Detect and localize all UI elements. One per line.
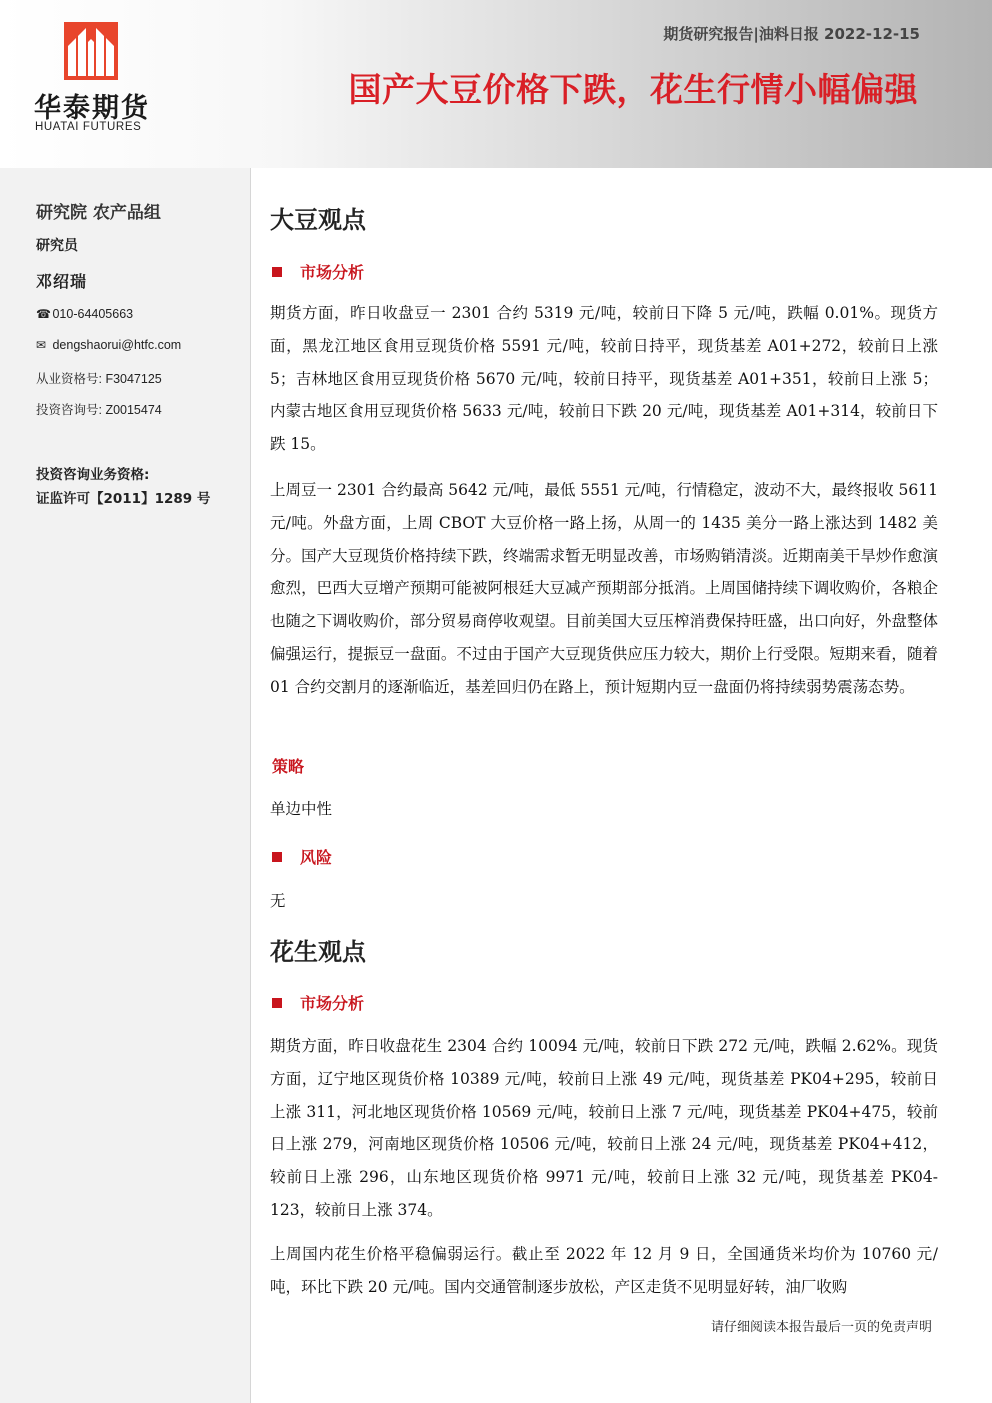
author-role: 研究员 bbox=[36, 238, 78, 254]
department: 研究院 农产品组 bbox=[36, 203, 161, 223]
report-title: 国产大豆价格下跌，花生行情小幅偏强 bbox=[348, 70, 918, 109]
bullet-square-icon bbox=[272, 998, 282, 1008]
soy-market-heading bbox=[272, 260, 364, 283]
soy-strategy-text: 单边中性 bbox=[270, 800, 333, 818]
huatai-logo bbox=[34, 22, 164, 142]
soy-market-para-2: 上周豆一 2301 合约最高 5642 元/吨，最低 5551 元/吨，行情稳定，波动不大，最终报收 5611 元/吨。外盘方面，上周 CBOT 大豆价格一路上扬，从周一的 1435 美分一路上涨达到 1482 美分。国产大豆现货价格持续下跌，终端需求暂无明显改善，市场购销清淡。近期南美干旱炒作愈演愈烈，巴西大豆增产预期可能被阿根廷大豆减产预期部分抵消。上周国储持续下调收购价，各粮企也随之下调收购价，部分贸易商停收观望。目前美国大豆压榨消费保持旺盛，出口向好，外盘整体偏强运行，提振豆一盘面。不过由于国产大豆现货供应压力较大，期价上行受限。短期来看，随着 01 合约交割月的逐渐临近，基差回归仍在路上，预计短期内豆一盘面仍将持续弱势震荡态势。 bbox=[270, 481, 938, 696]
peanut-market-label: 市场分析 bbox=[300, 994, 365, 1013]
disclaimer-note: 请仔细阅读本报告最后一页的免责声明 bbox=[710, 1320, 932, 1335]
soy-market-para-1: 期货方面，昨日收盘豆一 2301 合约 5319 元/吨，较前日下降 5 元/吨，跌幅 0.01%。现货方面，黑龙江地区食用豆现货价格 5591 元/吨，较前日持平，现货基差 A01+272，较前日上涨 5；吉林地区食用豆现货价格 5670 元/吨，较前日持平，现货基差 A01+351，较前日上涨 5；内蒙古地区食用豆现货价格 5633 元/吨，较前日下跌 20 元/吨，现货基差 A01+314，较前日下跌 15。 bbox=[270, 304, 938, 454]
phone-line bbox=[36, 307, 133, 321]
email-icon: ✉ bbox=[36, 338, 47, 352]
report-header bbox=[0, 0, 992, 168]
report-meta: 期货研究报告|油料日报 2022-12-15 bbox=[663, 25, 920, 43]
soy-risk-label: 风险 bbox=[300, 848, 333, 867]
soy-strategy-label: 策略 bbox=[272, 757, 305, 776]
soy-risk-heading bbox=[272, 845, 332, 868]
author-sidebar bbox=[0, 168, 251, 1403]
advisory-cert: 投资咨询号: Z0015474 bbox=[36, 403, 162, 417]
brand-name-en: HUATAI FUTURES bbox=[35, 121, 142, 133]
peanut-section-title: 花生观点 bbox=[270, 938, 366, 966]
soy-risk-text: 无 bbox=[270, 892, 286, 910]
email-line bbox=[36, 338, 181, 352]
qualification-value: 证监许可【2011】1289 号 bbox=[36, 491, 211, 507]
phone-icon: ☎ bbox=[36, 307, 51, 321]
peanut-market-para-2: 上周国内花生价格平稳偏弱运行。截止至 2022 年 12 月 9 日，全国通货米均价为 10760 元/吨，环比下跌 20 元/吨。国内交通管制逐步放松，产区走货不见明显好转，油厂收购 bbox=[270, 1245, 938, 1296]
soy-strategy-heading bbox=[272, 754, 304, 777]
phone-number: 010-64405663 bbox=[52, 307, 134, 321]
practice-cert: 从业资格号: F3047125 bbox=[36, 372, 162, 386]
email-address[interactable]: dengshaorui@htfc.com bbox=[52, 338, 182, 352]
author-name: 邓绍瑞 bbox=[36, 272, 88, 291]
brand-name-cn: 华泰期货 bbox=[34, 93, 150, 124]
bullet-square-icon bbox=[272, 852, 282, 862]
peanut-market-para-1: 期货方面，昨日收盘花生 2304 合约 10094 元/吨，较前日下跌 272 元/吨，跌幅 2.62%。现货方面，辽宁地区现货价格 10389 元/吨，较前日上涨 49 元/吨，现货基差 PK04+295，较前日上涨 311，河北地区现货价格 10569 元/吨，较前日上涨 7 元/吨，现货基差 PK04+475，较前日上涨 279，河南地区现货价格 10506 元/吨，较前日上涨 24 元/吨，现货基差 PK04+412，较前日上涨 296，山东地区现货价格 9971 元/吨，较前日上涨 32 元/吨，现货基差 PK04-123，较前日上涨 374。 bbox=[270, 1037, 938, 1219]
soy-section-title: 大豆观点 bbox=[270, 206, 366, 234]
bullet-square-icon bbox=[272, 267, 282, 277]
qualification-label: 投资咨询业务资格: bbox=[36, 467, 150, 483]
soy-market-label: 市场分析 bbox=[300, 263, 365, 282]
peanut-market-heading bbox=[272, 991, 364, 1014]
huatai-logo-mark-icon bbox=[64, 22, 118, 80]
